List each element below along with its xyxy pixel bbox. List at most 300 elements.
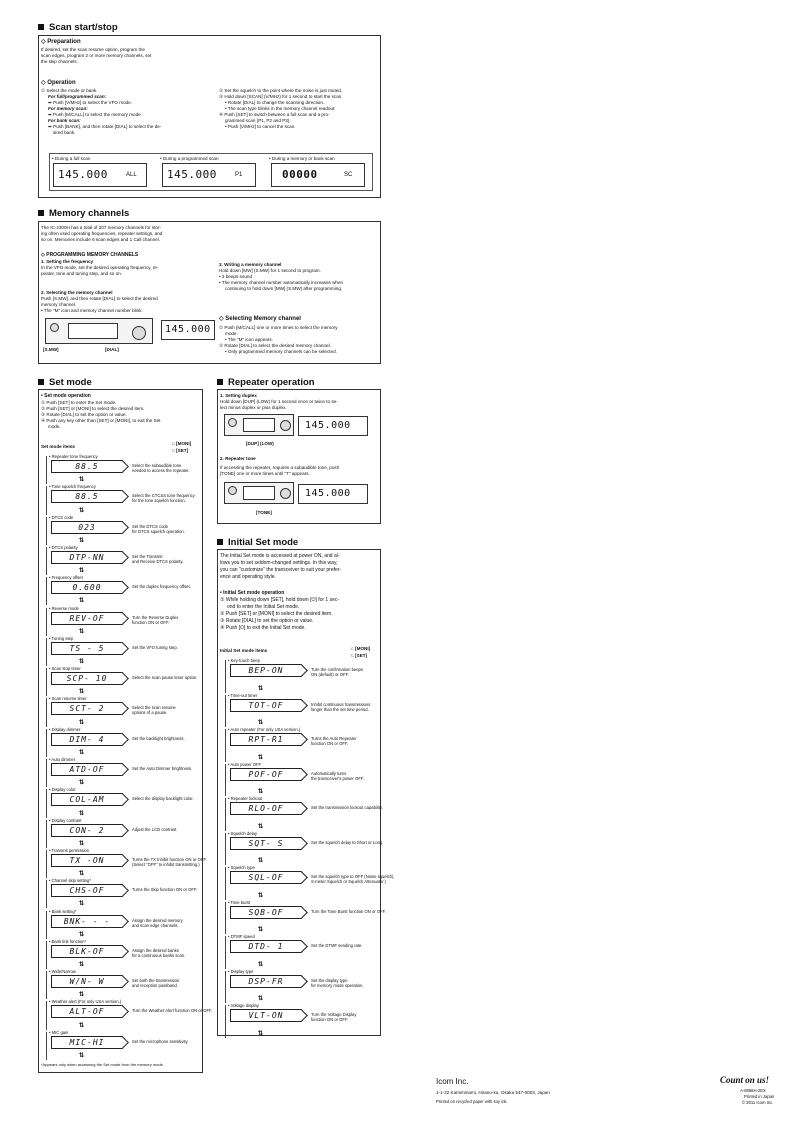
set-item-description: and Receive DTCS polarity. — [132, 558, 184, 564]
up-down-arrow-icon: ⇅ — [79, 1022, 85, 1029]
lcd-programmed-scan — [162, 163, 256, 187]
lcd-segment-readout: 023 — [51, 521, 123, 534]
scan-op-line: For memory scan: — [48, 106, 88, 111]
lcd-segment-readout: SCP- 10 — [51, 672, 123, 685]
memory-s3-title: 3. Writing a memory channel — [219, 262, 282, 267]
set-item-name: • Channel skip setting* — [49, 878, 91, 884]
set-item-description: (Select "OFF" to inhibit transmitting.) — [132, 861, 200, 867]
set-item-description: Set the microphone sensitivity. — [132, 1038, 189, 1044]
up-down-arrow-icon: ⇅ — [258, 754, 264, 761]
up-down-arrow-icon: ⇅ — [79, 992, 85, 999]
memory-s2-line: Push [S.MW], and then rotate [DIAL] to select the desired — [41, 296, 158, 301]
set-item-row — [39, 606, 199, 636]
flow-line — [46, 638, 47, 666]
set-item-description: function ON or OFF. — [132, 619, 170, 625]
initial-op-line: ② Push [SET] or [MONI] to select the desired item. — [220, 611, 333, 617]
flow-line — [225, 1005, 226, 1038]
repeater-lcd-tone — [298, 484, 368, 504]
setmode-op-line: mode. — [48, 424, 61, 429]
footer-code: A-6858H-2EX — [740, 1088, 766, 1093]
lcd-full-scan — [53, 163, 147, 187]
lcd-digits: 145.000 — [58, 168, 108, 181]
set-item-row — [218, 830, 384, 866]
setmode-title-text: Set mode — [49, 377, 92, 388]
up-down-arrow-icon: ⇅ — [258, 685, 264, 692]
lcd-tail: ALL — [126, 172, 137, 178]
set-item-row — [39, 939, 199, 969]
lcd-segment-readout: COL-AM — [51, 793, 123, 806]
scan-op-heading: ◇ Operation — [41, 80, 76, 86]
set-item-description: Automatically turns — [311, 770, 347, 776]
set-item-description: Set the VFO tuning step. — [132, 644, 178, 650]
set-item-name: • Squelch type — [228, 865, 255, 870]
scan-op-line: For bank scan: — [48, 118, 81, 123]
set-item-name: • Bank link function* — [49, 938, 87, 944]
memory-s2-line: • The "M" icon and memory channel number blink. — [41, 308, 143, 313]
memory-s3-line: • 3 beeps sound — [219, 274, 253, 279]
power-knob-icon — [228, 486, 237, 495]
dial-knob-icon — [280, 488, 291, 499]
set-item-name: • Tuning step — [49, 635, 74, 641]
repeater-s2-line: [TONE] one or more times until "T" appears. — [220, 471, 310, 476]
flow-line — [225, 867, 226, 900]
setmode-op-heading: • Set mode operation — [41, 393, 91, 399]
footer-address: 1-1-32 Kamiminami, Hirano-ku, Osaka 547-0003, Japan — [436, 1090, 550, 1095]
up-down-arrow-icon: ⇅ — [258, 927, 264, 933]
set-item-row — [39, 696, 199, 726]
flow-line — [46, 517, 47, 545]
set-item-row — [39, 818, 199, 848]
set-item-description: for the tone squelch function. — [132, 498, 186, 504]
set-item-name: • DTCS polarity — [49, 544, 78, 550]
scan-op-line: ➥ Push [BANK], and then rotate [DIAL] to select the de- — [48, 124, 162, 129]
repeater-s1-line: lect minus duplex or plus duplex. — [220, 405, 287, 410]
set-item-description: Select the subaudible tone — [132, 463, 182, 468]
scan-op-line: • Rotate [DIAL] to change the scanning direction. — [225, 100, 325, 105]
memory-sel-heading: ◇ Selecting Memory channel — [219, 316, 301, 322]
initial-op-heading: • Initial Set mode operation — [220, 590, 285, 596]
flow-line — [46, 608, 47, 636]
up-down-arrow-icon: ⇅ — [79, 840, 85, 847]
set-item-description: and scan edge channels. — [132, 922, 179, 928]
flow-line — [46, 547, 47, 575]
set-item-name: • Key-touch beep — [228, 658, 260, 663]
flow-line — [46, 850, 47, 878]
flow-line — [46, 1032, 47, 1060]
scan-op-line: ➥ Push [M/CALL] to select the memory mode. — [48, 112, 142, 117]
lcd-segment-readout: RPT-R1 — [230, 733, 302, 746]
set-item-row — [218, 899, 386, 935]
memory-intro: The IC-2300H has a total of 207 memory channels for stor- — [41, 225, 162, 230]
up-down-arrow-icon: ⇅ — [79, 780, 85, 787]
scan-op-line: ➥ Push [V/MHz] to select the VFO mode. — [48, 100, 133, 105]
set-item-description: Adjust the LCD contrast. — [132, 826, 178, 832]
set-item-name: • Display color — [49, 787, 76, 793]
flow-line — [225, 729, 226, 762]
set-item-description: and reception passband. — [132, 983, 178, 989]
set-item-row — [218, 762, 378, 797]
up-down-arrow-icon: ⇅ — [258, 858, 264, 864]
setmode-op-line: ④ Push any key other than [SET] or [MONI], to exit the Set — [41, 418, 161, 423]
set-item-description: Assign the desired banks — [132, 947, 179, 953]
key-set-legend: ↑: [SET] — [350, 653, 368, 658]
initial-intro: you can "customize" the transceiver to suit your prefer- — [220, 567, 342, 573]
initial-op-line: ④ Push [⏻] to exit the Initial Set mode. — [220, 625, 306, 631]
power-knob-icon — [50, 323, 59, 332]
flow-line — [46, 789, 47, 817]
section-bullet-icon — [38, 24, 44, 30]
lcd-digits: 145.000 — [305, 488, 351, 499]
memory-s3-line: • The memory channel number automatically increases when — [219, 280, 344, 285]
repeater-s1-title: 1. Setting duplex — [220, 393, 257, 398]
set-item-row — [218, 658, 378, 693]
set-item-description: options of a pause. — [132, 710, 168, 716]
scan-op-line: ① Select the mode or bank. — [41, 88, 98, 93]
set-item-row — [39, 909, 199, 939]
callout-dup: [DUP] (LOW) — [246, 441, 274, 446]
callout-dial: [DIAL] — [105, 347, 119, 352]
set-item-description: Set both the transmission — [132, 978, 180, 984]
set-item-name: • Tone burst — [228, 899, 251, 905]
lcd-segment-readout: CON- 2 — [51, 824, 123, 837]
scan-display-label: • During a programmed scan — [160, 156, 219, 161]
radio-screen — [68, 323, 118, 339]
scan-op-line: sired bank. — [53, 130, 76, 135]
set-item-row — [39, 999, 213, 1029]
up-down-arrow-icon: ⇅ — [258, 720, 264, 726]
up-down-arrow-icon: ⇅ — [79, 719, 85, 726]
flow-line — [225, 695, 226, 728]
repeater-lcd-dup — [298, 416, 368, 436]
flow-line — [46, 729, 47, 757]
flow-line — [225, 798, 226, 831]
footer-printed: Printed in Japan — [744, 1094, 775, 1099]
memory-sel-line: ② Rotate [DIAL] to select the desired memory channel. — [219, 343, 331, 348]
set-item-description: function ON or OFF. — [311, 1017, 349, 1022]
lcd-segment-readout: RLO-OF — [230, 802, 302, 815]
lcd-segment-readout: VLT-ON — [230, 1009, 302, 1022]
scan-op-line: • The scan type blinks in the memory channel readout: — [225, 106, 336, 111]
up-down-arrow-icon: ⇅ — [258, 996, 264, 1002]
setmode-op-line: ② Push [SET] or [MONI] to select the desired item. — [41, 406, 145, 411]
up-down-arrow-icon: ⇅ — [79, 659, 85, 666]
power-knob-icon — [228, 418, 237, 427]
up-down-arrow-icon: ⇅ — [79, 477, 85, 484]
scan-display-label: • During a full scan — [52, 156, 91, 161]
set-item-name: • Repeater tone frequency — [49, 454, 98, 459]
section-title-scan — [38, 22, 118, 33]
set-item-name: • DTCS code — [49, 514, 74, 520]
scan-op-line: ④ Push [SET] to switch between a full scan and a pro- — [219, 112, 330, 117]
set-item-description: Set the DTMF sending rate. — [311, 943, 363, 948]
lcd-segment-readout: SQB-OF — [230, 906, 302, 919]
lcd-digits: 145.000 — [165, 324, 211, 335]
lcd-segment-readout: 0.600 — [51, 581, 123, 594]
flow-line — [46, 668, 47, 696]
flow-line — [46, 911, 47, 939]
up-down-arrow-icon: ⇅ — [258, 961, 264, 968]
memory-intro: ing often used operating frequencies, repeater settings, and — [41, 231, 163, 236]
lcd-segment-readout: DIM- 4 — [51, 733, 123, 746]
dial-knob-icon — [280, 420, 291, 431]
set-item-description: Set the Transmit — [132, 553, 163, 559]
lcd-segment-readout: MIC-HI — [51, 1036, 123, 1049]
scan-prep-line: If desired, set the scan resume option, program the — [41, 47, 145, 52]
key-moni-legend: ↓: [MONI] — [350, 646, 371, 651]
set-item-row — [39, 757, 199, 787]
memory-s1-title: 1. Setting the frequency — [41, 259, 94, 264]
set-item-row — [39, 666, 199, 696]
set-item-row — [218, 1003, 378, 1038]
scan-op-line: grammed scan (P1, P2 and P3). — [225, 118, 291, 123]
initial-intro: lows you to set seldom-changed settings. In this way, — [220, 560, 338, 566]
lcd-segment-readout: REV-OF — [51, 612, 123, 625]
footer-recycled: Printed on recycled paper with soy ink. — [436, 1099, 508, 1104]
memory-lcd — [161, 320, 215, 340]
initial-intro: ence and operating style. — [220, 574, 276, 580]
scan-box — [38, 35, 381, 198]
set-item-description: S-meter Squelch or Squelch Attenuator.) — [311, 879, 386, 884]
repeater-s2-title: 2. Repeater tone — [220, 456, 256, 461]
set-item-description: Set the squelch type to OFF (Noise squelch), — [311, 874, 395, 879]
initial-op-line: ① While holding down [SET], hold down [⏻] for 1 sec- — [220, 597, 340, 603]
set-item-name: • Time-out timer — [228, 692, 258, 698]
set-item-row — [218, 796, 383, 831]
repeater-s1-line: Hold down [DUP] (LOW) for 1 second once or twice to se- — [220, 399, 338, 404]
repeater-title-text: Repeater operation — [228, 377, 315, 388]
up-down-arrow-icon: ⇅ — [79, 871, 85, 878]
memory-s2-title: 2. Selecting the memory channel — [41, 290, 113, 295]
key-set-legend: ↑: [SET] — [171, 448, 189, 453]
up-down-arrow-icon: ⇅ — [258, 823, 264, 830]
set-item-description: Select the scan resume — [132, 705, 176, 711]
set-item-description: Set the squelch delay to Short or Long. — [311, 839, 384, 845]
flow-line — [225, 902, 226, 935]
set-item-row — [39, 878, 199, 908]
set-item-description: function ON or OFF. — [311, 741, 349, 746]
section-title-memory — [38, 208, 129, 219]
set-item-description: Turn the Tone Burst function ON or OFF. — [311, 908, 386, 914]
flow-line — [46, 456, 47, 484]
section-title-setmode — [38, 377, 92, 388]
flow-line — [46, 1001, 47, 1029]
lcd-segment-readout: 88.5 — [51, 460, 123, 473]
footer-copyright: © 2011 Icom Inc. — [742, 1100, 774, 1105]
radio-front-panel-dup — [224, 414, 294, 436]
set-item-name: • Weather alert (For only USA version.) — [49, 999, 122, 1005]
up-down-arrow-icon: ⇅ — [79, 931, 85, 938]
up-down-arrow-icon: ⇅ — [79, 810, 85, 817]
memory-title-text: Memory channels — [49, 208, 130, 219]
set-item-description: Set the Auto Dimmer brightness. — [132, 766, 193, 771]
memory-s3-line: Hold down [MW] (S.MW) for 1 second to program. — [219, 268, 321, 273]
lcd-segment-readout: ALT-OF — [51, 1005, 123, 1018]
memory-prog-heading: ◇ PROGRAMMING MEMORY CHANNELS — [41, 252, 139, 258]
initial-intro: The Initial Set mode is accessed at power ON, and al- — [220, 553, 340, 559]
lcd-segment-readout: DTP-NN — [51, 551, 123, 564]
memory-box — [38, 221, 381, 364]
set-item-row — [39, 484, 199, 514]
footer-slogan: Count on us! — [720, 1075, 770, 1085]
set-item-name: • Repeater lockout — [228, 796, 263, 801]
flow-line — [225, 833, 226, 866]
flow-line — [225, 971, 226, 1004]
set-item-description: Set the backlight brightness. — [132, 735, 185, 741]
lcd-segment-readout: SQL-OF — [230, 871, 302, 884]
lcd-segment-readout: TS - 5 — [51, 642, 123, 655]
set-item-description: the transceiver's power OFF. — [311, 775, 365, 781]
set-item-row — [218, 693, 378, 728]
lcd-segment-readout: 88.5 — [51, 490, 123, 503]
flow-line — [225, 764, 226, 797]
setmode-items-heading: Set mode items — [41, 444, 75, 449]
set-item-name: • Frequency offset — [49, 575, 83, 581]
set-item-name: • Wide/Narrow — [49, 969, 76, 975]
lcd-segment-readout: BNK- - - — [51, 915, 123, 928]
initial-box — [217, 549, 395, 1037]
set-item-row — [218, 865, 395, 900]
set-item-name: • DTMF speed — [228, 934, 255, 939]
set-item-name: • Display dimmer — [49, 726, 81, 732]
up-down-arrow-icon: ⇅ — [79, 749, 85, 756]
scan-op-line: ③ Hold down [SCAN] (V/MHz) for 1 second to start the scan. — [219, 94, 343, 99]
scan-prep-line: the skip channels. — [41, 59, 78, 64]
set-item-description: Turns the Skip function ON or OFF. — [132, 887, 198, 893]
flow-line — [46, 698, 47, 726]
setmode-op-line: ① Push [SET] to enter the Set mode. — [41, 400, 117, 405]
set-item-name: • Auto power OFF — [228, 761, 262, 767]
set-item-row — [218, 934, 378, 969]
set-item-description: ON (default) or OFF. — [311, 672, 349, 677]
set-item-row — [39, 545, 199, 575]
set-item-description: for a continuous banks scan. — [132, 952, 186, 958]
scan-display-strip — [49, 153, 373, 191]
section-bullet-icon — [38, 379, 44, 385]
memory-sel-line: mode. — [225, 331, 238, 336]
key-moni-legend: ↓: [MONI] — [171, 441, 192, 446]
memory-sel-line: ① Push [M/CALL] one or more times to select the memory — [219, 325, 338, 330]
set-item-row — [39, 969, 199, 999]
up-down-arrow-icon: ⇅ — [79, 568, 85, 575]
flow-line — [225, 936, 226, 969]
set-item-name: • Bank setting* — [49, 908, 77, 914]
lcd-segment-readout: BEP-ON — [230, 664, 302, 677]
lcd-segment-readout: POF-OF — [230, 768, 302, 781]
set-item-description: Turns the Auto Repeater — [311, 736, 357, 741]
memory-s3-line: continuing to hold down [MW] (S.MW) after programming. — [225, 286, 343, 291]
callout-smw: [S.MW] — [43, 347, 59, 352]
lcd-segment-readout: TX -ON — [51, 854, 123, 867]
setmode-footnote: *Appears only when accessing the Set mode from the memory mode. — [41, 1062, 164, 1067]
set-item-name: • Display type — [228, 968, 254, 974]
radio-screen — [243, 486, 275, 500]
set-item-row — [39, 515, 199, 545]
lcd-segment-readout: BLK-OF — [51, 945, 123, 958]
set-item-description: Select the display backlight color. — [132, 796, 194, 802]
set-item-description: Inhibit continuous transmissions — [311, 701, 371, 707]
memory-sel-line: • The "M" icon appears. — [225, 337, 273, 342]
set-item-name: • Tone squelch frequency — [49, 484, 96, 490]
lcd-segment-readout: DSP-FR — [230, 975, 302, 988]
up-down-arrow-icon: ⇅ — [79, 598, 85, 605]
set-item-description: Turn the Weather Alert function ON or OFF. — [132, 1008, 213, 1014]
flow-line — [46, 880, 47, 908]
lcd-segment-readout: ATD-OF — [51, 763, 123, 776]
up-down-arrow-icon: ⇅ — [79, 962, 85, 969]
scan-op-line: ② Set the squelch to the point where the noise is just muted. — [219, 88, 343, 93]
lcd-segment-readout: SCT- 2 — [51, 702, 123, 715]
set-item-row — [39, 847, 207, 878]
setmode-box — [38, 389, 213, 1073]
lcd-digits: 00000 — [282, 168, 318, 181]
initial-op-line: ③ Rotate [DIAL] to set the option or value. — [220, 618, 314, 624]
set-item-description: longer than the set time period. — [311, 706, 369, 712]
scan-op-line: • Push [V/MHz] to cancel the scan. — [225, 124, 296, 129]
set-item-description: Turn the confirmation beeps — [311, 667, 363, 672]
dial-knob-icon — [132, 326, 146, 340]
footer-company: Icom Inc. — [436, 1077, 469, 1086]
set-item-description: for memory mode operation. — [311, 982, 364, 988]
up-down-arrow-icon: ⇅ — [79, 537, 85, 544]
up-down-arrow-icon: ⇅ — [79, 507, 85, 514]
flow-line — [46, 971, 47, 999]
lcd-memory-scan — [271, 163, 365, 187]
up-down-arrow-icon: ⇅ — [258, 1030, 264, 1037]
flow-line — [46, 577, 47, 605]
set-item-description: Turn the Reverse Duplex — [132, 614, 179, 620]
up-down-arrow-icon: ⇅ — [258, 789, 264, 795]
memory-s1-line: In the VFO mode, set the desired operating frequency, re- — [41, 265, 159, 270]
up-down-arrow-icon: ⇅ — [79, 1052, 85, 1059]
set-item-row — [39, 636, 199, 666]
flow-line — [46, 759, 47, 787]
scan-prep-heading: ◇ Preparation — [41, 39, 81, 45]
lcd-tail: SC — [344, 172, 353, 178]
set-item-row — [39, 1030, 199, 1060]
flow-line — [46, 486, 47, 514]
set-item-description: needed to access the repeater. — [132, 468, 190, 473]
set-item-description: Set the duplex frequency offset. — [132, 584, 191, 590]
repeater-s2-line: If accessing the repeater, requires a subaudible tone, push — [220, 465, 340, 470]
set-item-row — [39, 454, 199, 484]
set-item-name: • Squelch delay — [228, 830, 257, 836]
set-item-description: Assign the desired memory — [132, 917, 183, 923]
set-item-name: • Display contrast — [49, 817, 82, 823]
set-item-name: • Transmit permission — [49, 847, 90, 853]
set-item-name: • Scan stop timer — [49, 666, 81, 672]
set-item-name: • Reverse mode — [49, 605, 79, 611]
initial-op-line: ond to enter the Initial Set mode. — [227, 604, 300, 610]
scan-op-line: For full/programmed scan: — [48, 94, 107, 99]
section-title-initial — [217, 537, 298, 548]
set-item-name: • Scan resume timer — [49, 696, 87, 702]
flow-line — [46, 820, 47, 848]
section-bullet-icon — [38, 210, 44, 216]
set-item-description: Set the DTCS code — [132, 523, 169, 529]
lcd-segment-readout: TOT-OF — [230, 699, 302, 712]
memory-s1-line: peater, tone and tuning step, and so on. — [41, 271, 122, 276]
up-down-arrow-icon: ⇅ — [79, 628, 85, 635]
lcd-tail: P1 — [235, 172, 243, 178]
memory-sel-line: • Only programmed memory channels can be selected. — [225, 349, 337, 354]
set-item-description: for DTCS squelch operation. — [132, 528, 185, 534]
up-down-arrow-icon: ⇅ — [258, 892, 264, 899]
set-item-description: Turns the TX Inhibit function ON or OFF. — [132, 856, 207, 862]
radio-screen — [243, 418, 275, 432]
set-item-name: • Voltage display — [228, 1003, 259, 1008]
set-item-description: Select the CTCSS tone frequency — [132, 493, 195, 499]
lcd-digits: 145.000 — [167, 168, 217, 181]
